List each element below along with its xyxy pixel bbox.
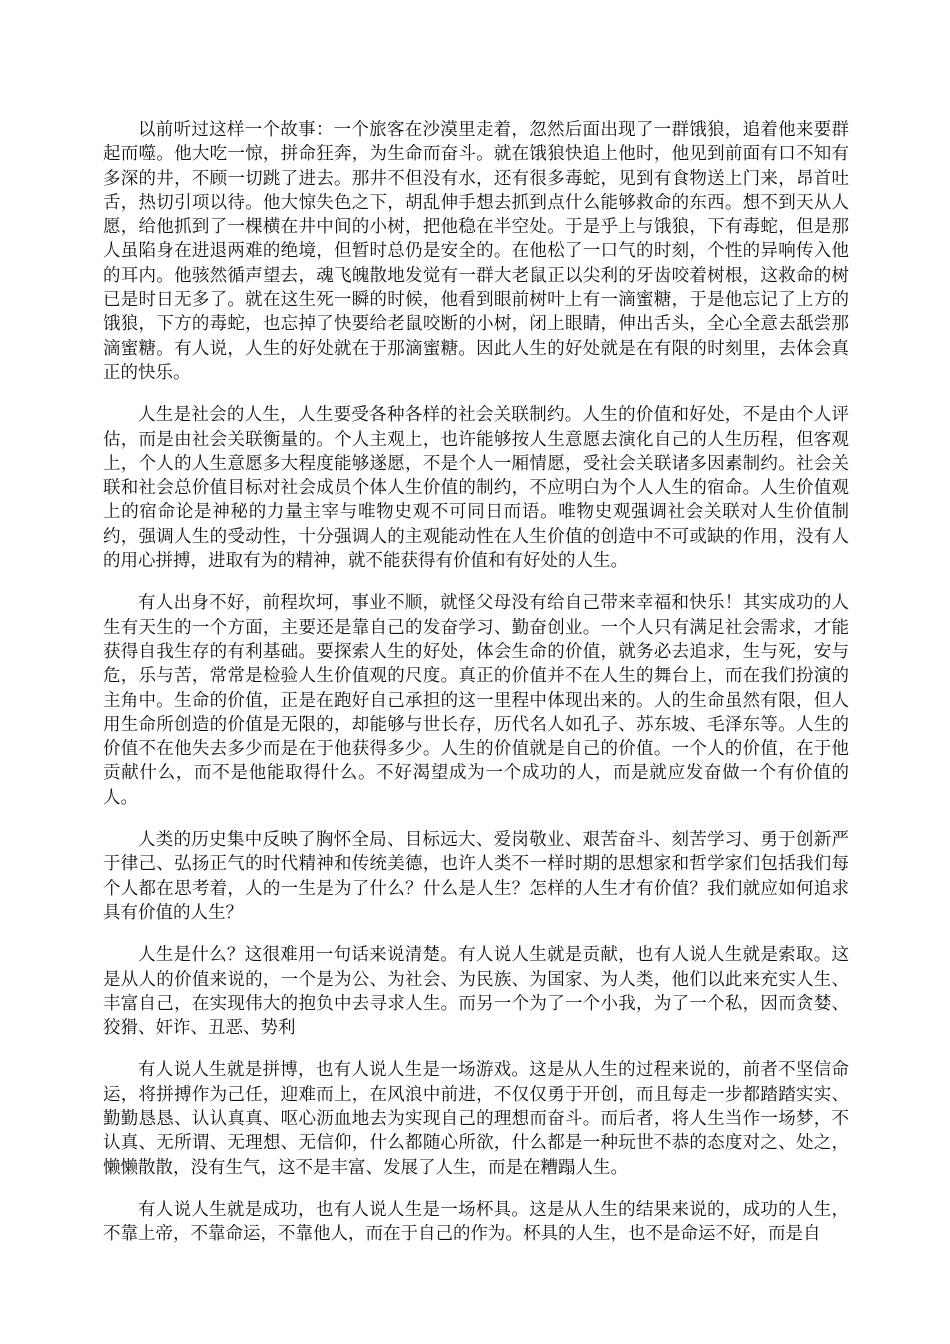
paragraph-3: 有人出身不好，前程坎坷，事业不顺，就怪父母没有给自己带来幸福和快乐！其实成功的人生有天生的一个方面，主要还是靠自己的发奋学习、勤奋创业。一个人只有满足社会需求，才能获得自我生存的有利基础。要探索人生的好处，体会生命的价值，就务必去追求，生与死，安与危，乐与苦，常常是检验人生价值观的尺度。真正的价值并不在人生的舞台上，而在我们扮演的主角中。生命的价值，正是在跑好自己承担的这一里程中体现出来的。人的生命虽然有限，但人用生命所创造的价值是无限的，却能够与世长存，历代名人如孔子、苏东坡、毛泽东等。人生的价值不在他失去多少而是在于他获得多少。人生的价值就是自己的价值。一个人的价值，在于他贡献什么，而不是他能取得什么。不好渴望成为一个成功的人，而是就应发奋做一个有价值的人。 [103,593,849,808]
document-body [103,118,849,1264]
paragraph-4: 人类的历史集中反映了胸怀全局、目标远大、爱岗敬业、艰苦奋斗、刻苦学习、勇于创新严于律己、弘扬正气的时代精神和传统美德，也许人类不一样时期的思想家和哲学家们包括我们每个人都在思考着，人的一生是为了什么？什么是人生？怎样的人生才有价值？我们就应如何追求具有价值的人生？ [103,830,849,923]
paragraph-2: 人生是社会的人生，人生要受各种各样的社会关联制约。人生的价值和好处，不是由个人评估，而是由社会关联衡量的。个人主观上，也许能够按人生意愿去演化自己的人生历程，但客观上，个人的人生意愿多大程度能够遂愿，不是个人一厢情愿，受社会关联诸多因素制约。社会关联和社会总价值目标对社会成员个体人生价值的制约，不应明白为个人人生的宿命。人生价值观上的宿命论是神秘的力量主宰与唯物史观不可同日而语。唯物史观强调社会关联对人生价值制约，强调人生的受动性，十分强调人的主观能动性在人生价值的创造中不可或缺的作用，没有人的用心拼搏，进取有为的精神，就不能获得有价值和有好处的人生。 [103,405,849,572]
paragraph-1: 以前听过这样一个故事：一个旅客在沙漠里走着，忽然后面出现了一群饿狼，追着他来要群起而噬。他大吃一惊，拼命狂奔，为生命而奋斗。就在饿狼快追上他时，他见到前面有口不知有多深的井，不顾一切跳了进去。那井不但没有水，还有很多毒蛇，见到有食物送上门来，昂首吐舌，热切引项以待。他大惊失色之下，胡乱伸手想去抓到点什么能够救命的东西。想不到天从人愿，给他抓到了一棵横在井中间的小树，把他稳在半空处。于是乎上与饿狼，下有毒蛇，但是那人虽陷身在进退两难的绝境，但暂时总仍是安全的。在他松了一口气的时刻，个性的异响传入他的耳内。他骇然循声望去，魂飞魄散地发觉有一群大老鼠正以尖利的牙齿咬着树根，这救命的树已是时日无多了。就在这生死一瞬的时候，他看到眼前树叶上有一滴蜜糖，于是他忘记了上方的饿狼，下方的毒蛇，也忘掉了快要给老鼠咬断的小树，闭上眼睛，伸出舌头，全心全意去舐尝那滴蜜糖。有人说，人生的好处就在于那滴蜜糖。因此人生的好处就是在有限的时刻里，去体会真正的快乐。 [103,120,849,383]
paragraph-5: 人生是什么？这很难用一句话来说清楚。有人说人生就是贡献，也有人说人生就是索取。这是从人的价值来说的，一个是为公、为社会、为民族、为国家、为人类，他们以此来充实人生、丰富自己，在实现伟大的抱负中去寻求人生。而另一个为了一个小我，为了一个私，因而贪婪、狡猾、奸诈、丑恶、势利 [103,945,849,1039]
paragraph-7: 有人说人生就是成功，也有人说人生是一场杯具。这是从人生的结果来说的，成功的人生，不靠上帝，不靠命运，不靠他人，而在于自己的作为。杯具的人生，也不是命运不好，而是自 [103,1199,849,1245]
paragraph-6: 有人说人生就是拼博，也有人说人生是一场游戏。这是从人生的过程来说的，前者不坚信命运，将拼搏作为己任，迎难而上，在风浪中前进，不仅仅勇于开创，而且每走一步都踏踏实实、勤勤恳恳、认认真真、呕心沥血地去为实现自己的理想而奋斗。而后者，将人生当作一场梦，不认真、无所谓、无理想、无信仰，什么都随心所欲，什么都是一种玩世不恭的态度对之、处之，懒懒散散，没有生气，这不是丰富、发展了人生，而是在糟蹋人生。 [103,1060,849,1178]
